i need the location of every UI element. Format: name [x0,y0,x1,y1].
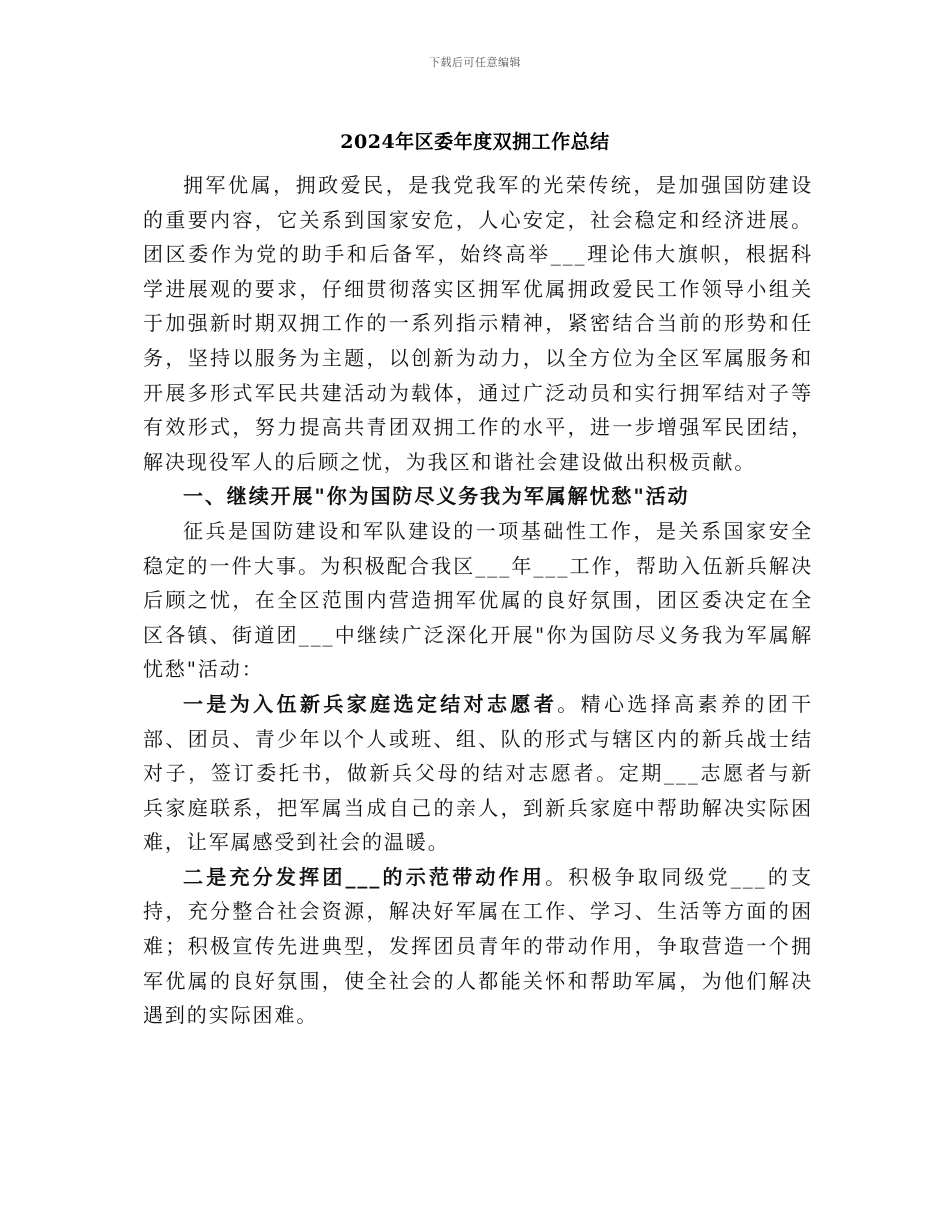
paragraph-point-1 [143,687,813,860]
paragraph-point-2 [143,860,813,1033]
point-1-lead: 一是为入伍新兵家庭选定结对志愿者 [183,691,558,716]
paragraph-conscription: 征兵是国防建设和军队建设的一项基础性工作，是关系国家安全稳定的一件大事。为积极配合我区___年___工作，帮助入伍新兵解决后顾之忧，在全区范围内营造拥军优属的良好氛围，团区委决定在全区各镇、街道团___中继续广泛深化开展"你为国防尽义务我为军属解忧愁"活动： [143,518,813,682]
paragraph-intro: 拥军优属，拥政爱民，是我党我军的光荣传统，是加强国防建设的重要内容，它关系到国家安危，人心安定，社会稳定和经济进展。团区委作为党的助手和后备军，始终高举___理论伟大旗帜，根据科学进展观的要求，仔细贯彻落实区拥军优属拥政爱民工作领导小组关于加强新时期双拥工作的一系列指示精神，紧密结合当前的形势和任务，坚持以服务为主题，以创新为动力，以全方位为全区军属服务和开展多形式军民共建活动为载体，通过广泛动员和实行拥军结对子等有效形式，努力提高共青团双拥工作的水平，进一步增强军民团结，解决现役军人的后顾之忧，为我区和谐社会建设做出积极贡献。 [143,173,813,474]
header-note: 下载后可任意编辑 [429,56,521,69]
point-1-body: 。精心选择高素养的团干部、团员、青少年以个人或班、组、队的形式与辖区内的新兵战士结对子，签订委托书，做新兵父母的结对志愿者。定期___志愿者与新兵家庭联系，把军属当成自己的亲人，到新兵家庭中帮助解决实际困难，让军属感受到社会的温暖。 [143,691,813,855]
document-body [143,168,813,1033]
point-2-body: 。积极争取同级党___的支持，充分整合社会资源，解决好军属在工作、学习、生活等方面的困难；积极宣传先进典型，发挥团员青年的带动作用，争取营造一个拥军优属的良好氛围，使全社会的人都能关怀和帮助军属，为他们解决遇到的实际困难。 [143,864,813,1028]
section-heading-1: 一、继续开展"你为国防尽义务我为军属解忧愁"活动 [183,484,690,509]
point-2-lead: 二是充分发挥团___的示范带动作用 [183,864,546,889]
document-title: 2024年区委年度双拥工作总结 [340,131,610,153]
